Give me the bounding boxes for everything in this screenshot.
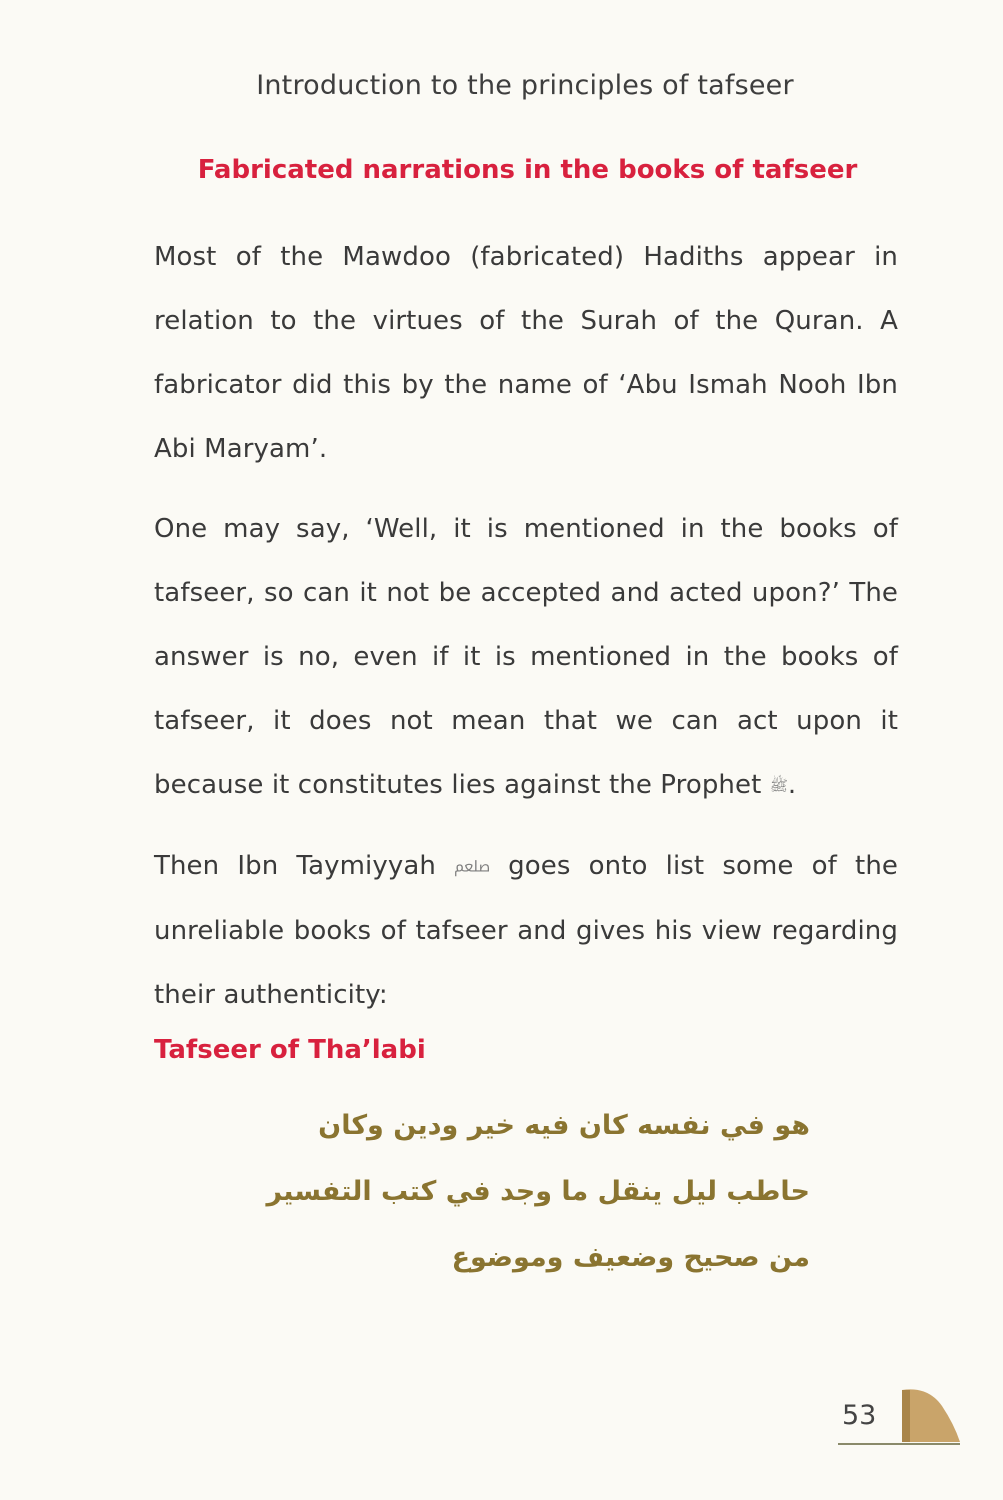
arabic-quote: هو في نفسه كان فيه خير ودين وكان حاطب ليل ينقل ما وجد في كتب التفسير من صحيح وضعيف وموضوع xyxy=(266,1110,810,1273)
page-tab-icon xyxy=(898,1384,960,1442)
chapter-title: Fabricated narrations in the books of tafseer xyxy=(197,155,858,185)
paragraph-3 xyxy=(154,834,898,1027)
page-number: 53 xyxy=(842,1400,877,1431)
paragraph-2-text: One may say, ‘Well, it is mentioned in the books of tafseer, so can it not be accepted and acted upon?’ The answer is no, even if it is mentioned in the books of tafseer, it does not mean that we can act upon it because it constitutes lies against the Prophet xyxy=(154,514,898,800)
page-rule xyxy=(838,1443,960,1445)
running-header: Introduction to the principles of tafseer xyxy=(256,70,794,101)
salutation-glyph-icon: ﷺ xyxy=(769,776,788,795)
paragraph-3-text-start: Then Ibn Taymiyyah xyxy=(154,851,436,881)
section-title: Tafseer of Tha’labi xyxy=(154,1035,426,1065)
paragraph-1-text: Most of the Mawdoo (fabricated) Hadiths appear in relation to the virtues of the Surah of the Quran. A fabricator did this by the name of ‘Abu Ismah Nooh Ibn Abi Maryam’. xyxy=(154,242,898,464)
paragraph-3-text-end: goes onto list some of the unreliable books of tafseer and gives his view regarding their authenticity: xyxy=(154,851,898,1010)
paragraph-2: One may say, ‘Well, it is mentioned in the books of tafseer, so can it not be accepted and acted upon?’ The answer is no, even if it is mentioned in the books of tafseer, it does not mean that we can act upon it because it constitutes lies against the Prophet ﷺ. xyxy=(154,514,898,800)
rahimahullah-glyph-icon: ﷵ xyxy=(454,857,491,876)
paragraph-1 xyxy=(154,225,898,481)
